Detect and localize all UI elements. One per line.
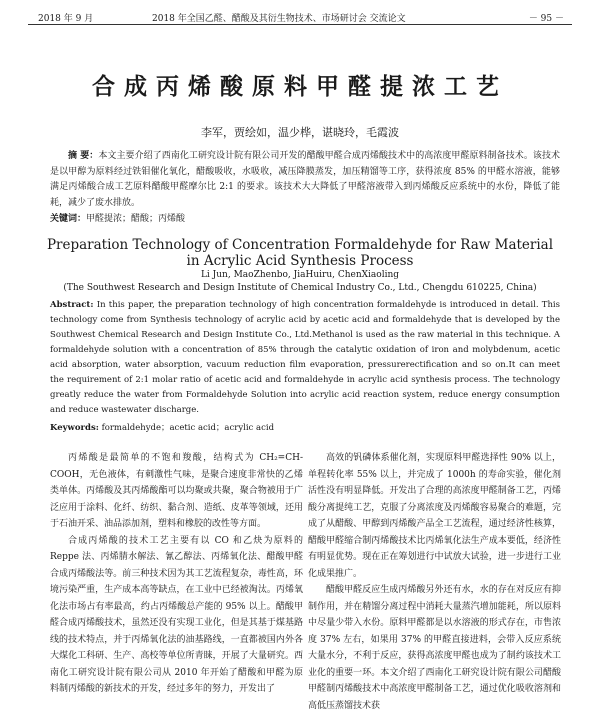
paper-title-en: Preparation Technology of Concentration Formaldehyde for Raw Material in Acrylic Acid Synthesis Process [46, 237, 554, 269]
abstract-cn [50, 149, 560, 211]
abstract-en-text: In this paper, the preparation technology of high concentration formaldehyde is introduced in detail. This technology come from Synthesis technology of acrylic acid by acetic acid and formaldehyde that is developed by the Southwest Chemical Research and Design Institute Co., Ltd.Methanol is used as the raw material in this technique. A formaldehyde solution with a concentration of 85% through the catalytic oxidation of iron and molybdenum, acetic acid absorption, water absorption, vacuum reduction film evaporation, pressurerectification and so on.It can meet the requirement of 2:1 molar ratio of acetic acid and formaldehyde in acrylic acid synthesis process. The technology greatly reduce the water from Formaldehyde Solution into acrylic acid reaction system, reduce energy consumption and reduce wastewater discharge. [50, 300, 561, 415]
header-date: 2018 年 9 月 [38, 14, 94, 24]
body-paragraph: 高效的钒磷体系催化剂，实现原料甲醛选择性 90% 以上，单程转化率 55% 以上，并完成了 1000h 的寿命实验，催化剂活性没有明显降低。开发出了合理的高浓度甲醛制备工艺，丙烯酸分离提纯工艺，克服了分离浓度及丙烯酸容易聚合的难题，完成了从醋酸、甲醇到丙烯酸产品全工艺流程，通过经济性核算，醋酸甲醛缩合制丙烯酸技术比丙烯氧化法生产成本要低，经济性有明显优势。现在正在筹划进行中试放大试验，进一步进行工业化成果推广。 [308, 453, 561, 579]
header-page-number: － 95 － [528, 14, 564, 24]
affiliation-en: (The Southwest Research and Design Institute of Chemical Industry Co., Ltd., Chengdu 610225, China) [63, 283, 537, 293]
paper-title-cn: 合成丙烯酸原料甲醛提浓工艺 [92, 74, 508, 100]
abstract-en-label: Abstract: [50, 300, 94, 310]
keywords-cn-label: 关键词： [50, 214, 87, 224]
body-paragraph: 醋酸甲醛反应生成丙烯酸另外还有水，水的存在对反应有抑制作用，并在精馏分离过程中消耗大量蒸汽增加能耗，所以原料中尽量少带入水份。原料甲醛都是以水溶液的形式存在，市售浓度 37% 左右，如果用 37% 的甲醛直接进料，会带入反应系统大量水分，不利于反应，获得高浓度甲醛也成为了制约该技术工业化的重要一环。本文介绍了西南化工研究设计院有限公司醋酸甲醛制丙烯酸技术中高浓度甲醛制备工艺，通过优化吸收溶剂和高低压蒸馏技术获 [308, 585, 561, 711]
keywords-en-text: formaldehyde；acetic acid；acrylic acid [101, 423, 275, 433]
authors-cn: 李军，贾绘如，温少桦，谌晓玲，毛霞波 [201, 126, 399, 139]
keywords-en [50, 421, 274, 433]
running-header [28, 8, 572, 25]
body-column-right [308, 450, 561, 712]
body-paragraph: 丙烯酸是最简单的不饱和羧酸，结构式为 CH₂=CH-COOH，无色液体，有刺激性气味，是聚合速度非常快的乙烯类单体。丙烯酸及其丙烯酸酯可以均聚或共聚，聚合物被用于广泛应用于涂料、化纤、纺织、黏合剂、造纸、皮革等领域，还用于石油开采、油品添加剂，塑料和橡胶的改性等方面。 [50, 453, 303, 529]
keywords-cn [50, 211, 185, 224]
body-column-left [50, 450, 303, 712]
header-conference: 2018 年全国乙醛、醋酸及其衍生物技术、市场研讨会 交流论文 [152, 14, 406, 24]
authors-en: Li Jun, MaoZhenbo, JiaHuiru, ChenXiaoling [200, 270, 400, 280]
keywords-cn-text: 甲醛提浓；醋酸；丙烯酸 [86, 214, 186, 224]
keywords-en-label: Keywords: [50, 423, 99, 433]
abstract-en [50, 298, 560, 418]
abstract-cn-label: 摘 要： [68, 151, 99, 161]
body-paragraph: 合成丙烯酸的技术工艺主要有以 CO 和乙炔为原料的 Reppe 法、丙烯腈水解法、氰乙醇法、丙烯氧化法、醋酸甲醛合成丙烯酸法等。前三种技术因为其工艺流程复杂，毒性高，环境污染严重，生产成本高等缺点，在工业中已经被淘汰。丙烯氧化法市场占有率最高，约占丙烯酸总产能的 95% 以上。醋酸甲醛合成丙烯酸技术，虽然还没有实现工业化，但是其基于煤基路线的技术特点，并于丙烯氧化法的油基路线，一直都被国内外各大煤化工科研、生产、高校等单位所青睐，开展了大量研究。西南化工研究设计院有限公司从 2010 年开始了醋酸和甲醛为原料制丙烯酸的新技术的开发，经过多年的努力，开发出了 [50, 535, 303, 694]
abstract-cn-text: 本文主要介绍了西南化工研究设计院有限公司开发的醋酸甲醛合成丙烯酸技术中的高浓度甲醛原料制备技术。该技术是以甲醇为原料经过铁钼催化氧化，醋酸吸收，水吸收，减压降膜蒸发，加压精馏等工序，获得浓度 85% 的甲醛水溶液，能够满足丙烯酸合成工艺原料醋酸甲醛摩尔比 2:1 的要求。该技术大大降低了甲醛溶液带入到丙烯酸反应系统中的水份，降低了能耗，减少了废水排放。 [50, 151, 560, 208]
